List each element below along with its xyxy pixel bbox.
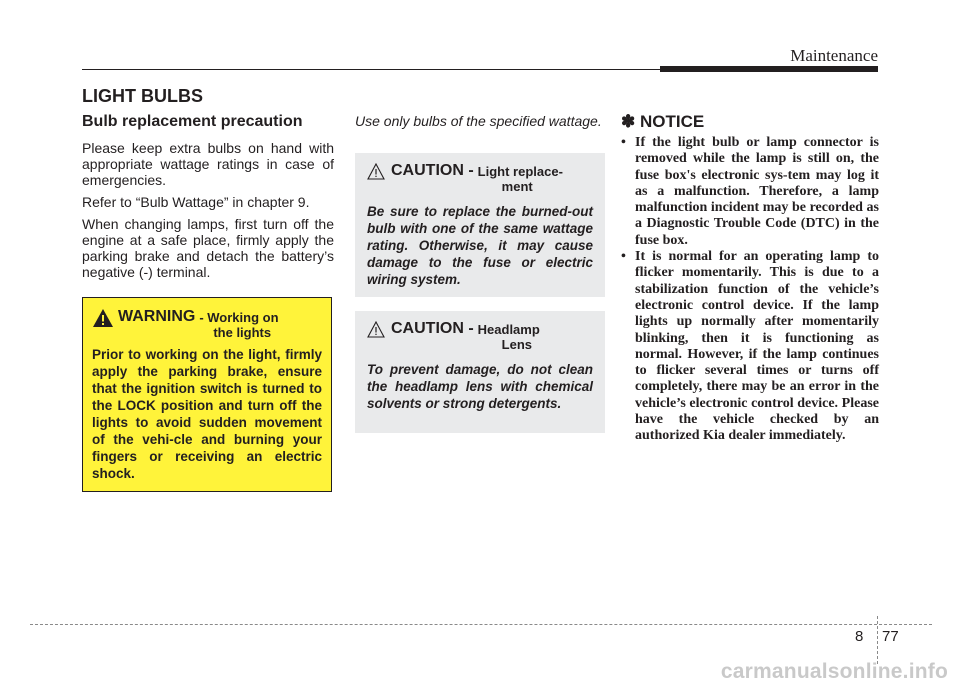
notice-title — [621, 112, 704, 132]
caution-subtitle-line: ment — [501, 179, 533, 194]
precaution-heading: Bulb replacement precaution — [82, 113, 303, 130]
caution-header — [367, 162, 593, 194]
warning-header — [92, 308, 322, 340]
warning-subtitle — [199, 308, 278, 340]
caution-box-light-replacement — [355, 153, 605, 297]
caution-subtitle — [478, 162, 563, 194]
header-rule — [82, 69, 660, 70]
precaution-paragraph: Please keep extra bulbs on hand with appropriate wattage ratings in case of emergencies. — [82, 140, 334, 188]
header-bar — [660, 66, 878, 72]
notice-title-text: NOTICE — [639, 112, 705, 131]
section-title: LIGHT BULBS — [82, 86, 203, 106]
caution-body: To prevent damage, do not clean the headlamp lens with chemical solvents or strong detergents. — [367, 362, 593, 411]
notice-star-icon: ✽ — [621, 112, 636, 131]
precaution-column — [82, 113, 334, 286]
notice-item: • It is normal for an operating lamp to flicker momentarily. This is due to a stabilization function of the vehicle’s electronic control device. If the lamp lights up normally after momentarily blinking, then it is functioning as normal. However, if the lamp continues to flicker several times or turns off completely, there may be an error in the vehicle’s electronic control device. Please have the vehicle checked by an authorized Kia dealer immediately. — [621, 249, 879, 445]
notice-item: • If the light bulb or lamp connector is removed while the lamp is still on, the fuse box's electronic sys-tem may log it as a malfunction. Therefore, a lamp malfunction incident may be recorded as a Diagnostic Trouble Code (DTC) in the fuse box. — [621, 135, 879, 249]
caution-box-headlamp-lens — [355, 311, 605, 433]
caution-label: CAUTION - — [391, 162, 474, 179]
chapter-number: 8 — [855, 628, 864, 645]
caution-header — [367, 320, 593, 352]
caution-subtitle-line: Light replace- — [477, 164, 563, 179]
running-header: Maintenance — [790, 46, 878, 65]
notice-list — [621, 135, 879, 445]
footer-rule — [30, 624, 932, 625]
precaution-paragraph: Refer to “Bulb Wattage” in chapter 9. — [82, 194, 310, 210]
page-number: 77 — [882, 628, 899, 645]
warning-label: WARNING — [118, 308, 196, 325]
warning-triangle-icon — [92, 308, 114, 328]
watermark: carmanualsonline.info — [720, 660, 948, 683]
caution-triangle-icon — [367, 163, 385, 180]
caution-subtitle — [478, 320, 540, 352]
caution-body: Be sure to replace the burned-out bulb with one of the same wattage rating. Otherwise, it may cause damage to the fuse or electric wiring system. — [367, 204, 593, 287]
caution-subtitle-line: Headlamp — [477, 322, 540, 337]
footer-divider — [877, 616, 878, 664]
warning-body: Prior to working on the light, firmly apply the parking brake, ensure that the ignition switch is turned to the LOCK position and turn off the lights to avoid sudden movement of the vehi-cle and burning your fingers or receiving an electric shock. — [92, 347, 322, 481]
caution-triangle-icon — [367, 321, 385, 338]
caution-label: CAUTION - — [391, 320, 474, 337]
warning-box — [82, 297, 332, 492]
warning-subtitle-line: - Working on — [199, 310, 279, 325]
warning-subtitle-line: the lights — [213, 325, 272, 340]
wattage-note: Use only bulbs of the specified wattage. — [355, 113, 602, 129]
precaution-paragraph: When changing lamps, first turn off the engine at a safe place, firmly apply the parking brake and detach the battery’s negative (-) terminal. — [82, 216, 334, 280]
caution-subtitle-line: Lens — [501, 337, 532, 352]
